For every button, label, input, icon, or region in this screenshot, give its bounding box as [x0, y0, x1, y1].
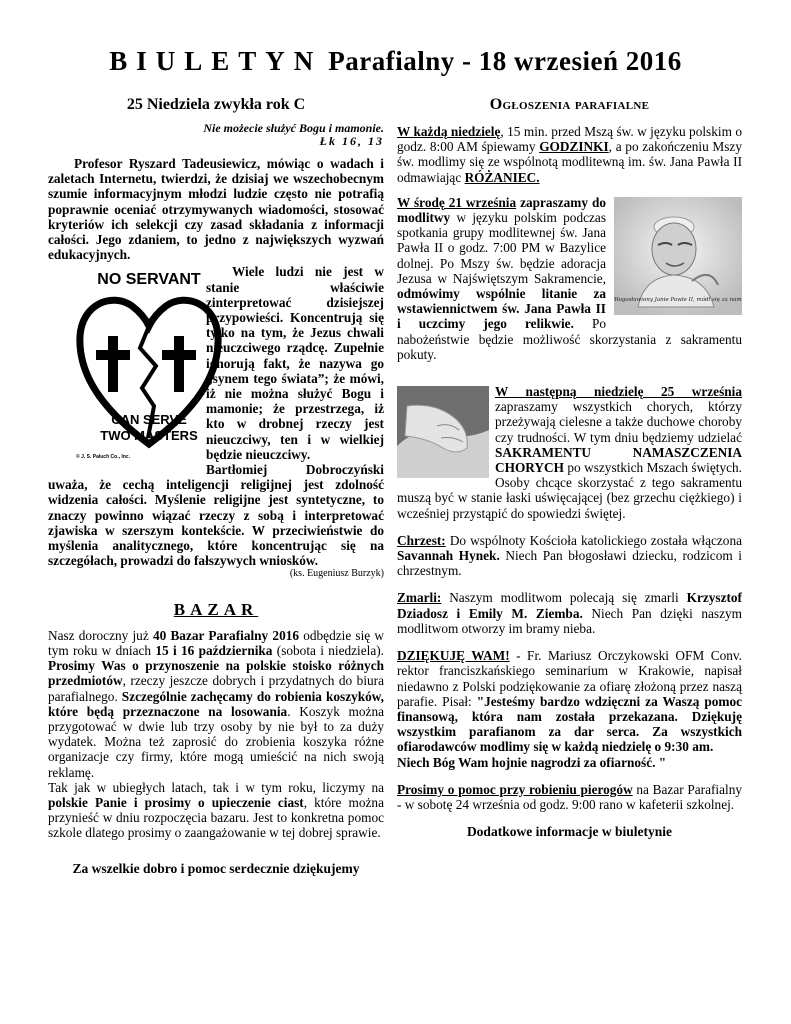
more-info-line: Dodatkowe informacje w biuletynie	[466, 824, 673, 840]
bazar-heading: BAZAR	[173, 599, 259, 619]
heart-bottom-text-1: CAN SERVE	[111, 412, 187, 428]
heart-bottom-text-2: TWO MASTERS	[100, 428, 198, 444]
signature: (ks. Eugeniusz Burzyk)	[289, 568, 384, 580]
broken-heart-image	[48, 266, 201, 461]
thanks-line: Za wszelkie dobro i pomoc serdecznie dziękujemy	[72, 860, 360, 876]
reflection-paragraph-3: Bartłomiej Dobroczyński uważa, że cechą inteligencji religijnej jest zdolność widzenia całości. Myślenie religijne jest syntetyczne, to znaczy powinno wiązać rzeczy z sobą i interpretować zjawiska w szerszym kontekście. W przeciwieństwie do myślenia analitycznego, które koncentrując się na szczegółach, prowadzi do fałszywych wniosków.	[48, 462, 384, 569]
bazar-paragraph-2: Tak jak w ubiegłych latach, tak i w tym roku, liczymy na polskie Panie i prosimy o upieczenie ciast, które można przynieść w dniu rozpoczęcia bazaru. Jest to konkretna pomoc szkole dlatego prosimy o zaangażowanie w tej dobrej sprawie.	[48, 779, 384, 841]
john-paul-ii-photo	[614, 197, 742, 315]
left-column	[48, 96, 384, 877]
reflection-paragraph-2: NO SERVANT CAN SERVE TWO MASTERS © J. S. Paluch Co., Inc. Wiele ludzi nie jest w stanie właściwie zinterpretować dzisiejszej przypowieści. Koncentrują się tylko na tym, że Jezus chwali nieuczciwego rządcę. Zupełnie ignorują fakt, że nazywa go „synem tego świata”; że mówi, iż nie można służyć Bogu i mamonie; że przestrzega, iż kto w drobnej rzeczy jest nieuczciwy, ten i w wielkiej będzie nieuczciwy. Bartłomiej Dobroczyński uważa, że cechą inteligencji religijnej jest zdolność widzenia całości. Myślenie religijne jest syntetyczne, to znaczy powinno wiązać rzeczy z sobą i interpretować zjawiska w szerszym kontekście. W przeciwieństwie do myślenia analitycznego, które koncentrując się na szczegółach, prowadzi do fałszywych wniosków.	[48, 264, 384, 569]
announcement-thanks: DZIĘKUJĘ WAM! - Fr. Mariusz Orczykowski OFM Conv. rektor franciszkańskiego seminarium w Krakowie, napisał niedawno z Polski podziękowanie za ofiarę złożoną przez naszą parafie. Pisał: "Jesteśmy bardzo wdzięczni za Waszą pomoc finansową, która nam została przekazana. Dziękuję wszystkim parafianom za dar serca. Za wszystkich ofiarodawców modlimy się w każdą niedzielę o 9:30 am. Niech Bóg Wam hojnie nagrodzi za ofiarność. "	[397, 648, 743, 770]
announcement-godzinki: W każdą niedzielę, 15 min. przed Mszą św. w języku polskim o godz. 8:00 AM śpiewamy GODZINKI, a po zakończeniu Mszy św. modlimy się ze wspólnotą modlitewną im. św. Jana Pawła II odmawiając RÓŻANIEC.	[397, 124, 742, 185]
heart-credit: © J. S. Paluch Co., Inc.	[76, 454, 130, 461]
gospel-reference: Łk 16, 13	[319, 134, 384, 148]
right-column	[397, 96, 742, 840]
announcement-deceased: Zmarli: Naszym modlitwom polecają się zmarli Krzysztof Dziadosz i Emily M. Ziemba. Niech Pan dzięki naszym modlitwom otworzy im bramy nieba.	[397, 590, 742, 636]
photo-caption: Błogosławiony Janie Pawle II, módl się za nami	[614, 296, 742, 303]
bazar-paragraph-1: Nasz doroczny już 40 Bazar Parafialny 2016 odbędzie się w tym roku w dniach 15 i 16 października (sobota i niedziela). Prosimy Was o przynoszenie na polskie stoisko różnych przedmiotów, rzeczy jeszcze dobrych i przydatnych do biura parafialnego. Szczególnie zachęcamy do robienia koszyków, które będą przeznaczone na losowania. Koszyk można przygotować w dwie lub trzy osoby by nie był to za duży wydatek. Można też zaprosić do zrobienia koszyka różne organizacje czy firmy, które mogą umieścić na nich swoją reklamę.	[48, 627, 385, 780]
announcement-pierogi: Prosimy o pomoc przy robieniu pierogów na Bazar Parafialny - w sobotę 24 września od godz. 9:00 rano w kafeterii szkolnej.	[397, 781, 742, 812]
announcement-anointing: W następną niedzielę 25 września zapraszamy wszystkich chorych, którzy przeżywają cielesne a także duchowe choroby czy trudności. W tym dniu będziemy udzielać SAKRAMENTU NAMASZCZENIA CHORYCH po wszystkich Mszach świętych. Osoby chcące skorzystać z tego sakramentu muszą być w stanie łaski uświęcającej (bez grzechu ciężkiego) i wcześniej przystąpić do spowiedzi świętej.	[397, 384, 742, 521]
announcement-prayer-group: Błogosławiony Janie Pawle II, módl się za nami W środę 21 września zapraszamy do modlitwy w języku polskim podczas spotkania grupy modlitewnej św. Jana Pawła II o godz. 7:00 PM w Bazylice dolnej. Po Mszy św. będzie adoracja Jezusa w Najświętszym Sakramencie, odmówimy wspólnie litanie za wstawiennictwem św. Jana Pawła II i uczcimy jego relikwie. Po nabożeństwie będzie możliwość skorzystania z sakramentu pokuty.	[397, 194, 742, 362]
sunday-heading: 25 Niedziela zwykła rok C	[126, 96, 306, 113]
hands-image	[397, 386, 489, 478]
page-title: BIULETYN Parafialny - 18 wrzesień 2016	[109, 46, 682, 76]
announcement-baptism: Chrzest: Do wspólnoty Kościoła katolickiego została włączona Savannah Hynek. Niech Pan błogosławi dziecku, rodzicom i chrzestnym.	[397, 532, 742, 579]
gospel-quote: Nie możecie służyć Bogu i mamonie.	[203, 121, 384, 135]
reflection-paragraph-1: Profesor Ryszard Tadeusiewicz, mówiąc o wadach i zaletach Internetu, twierdzi, że dzisiaj we wszechobecnym szumie informacyjnym młodzi ludzie często nie potrafią poprawnie oceniać otrzymywanych wiadomości, stosować kryteriów ich selekcji czy zasad składania z informacji całości. Jego zdaniem, to jedno z największych wyzwań edukacyjnych.	[48, 156, 384, 263]
announcements-heading: Ogłoszenia parafialne	[489, 96, 650, 113]
heart-top-text: NO SERVANT	[97, 271, 201, 289]
